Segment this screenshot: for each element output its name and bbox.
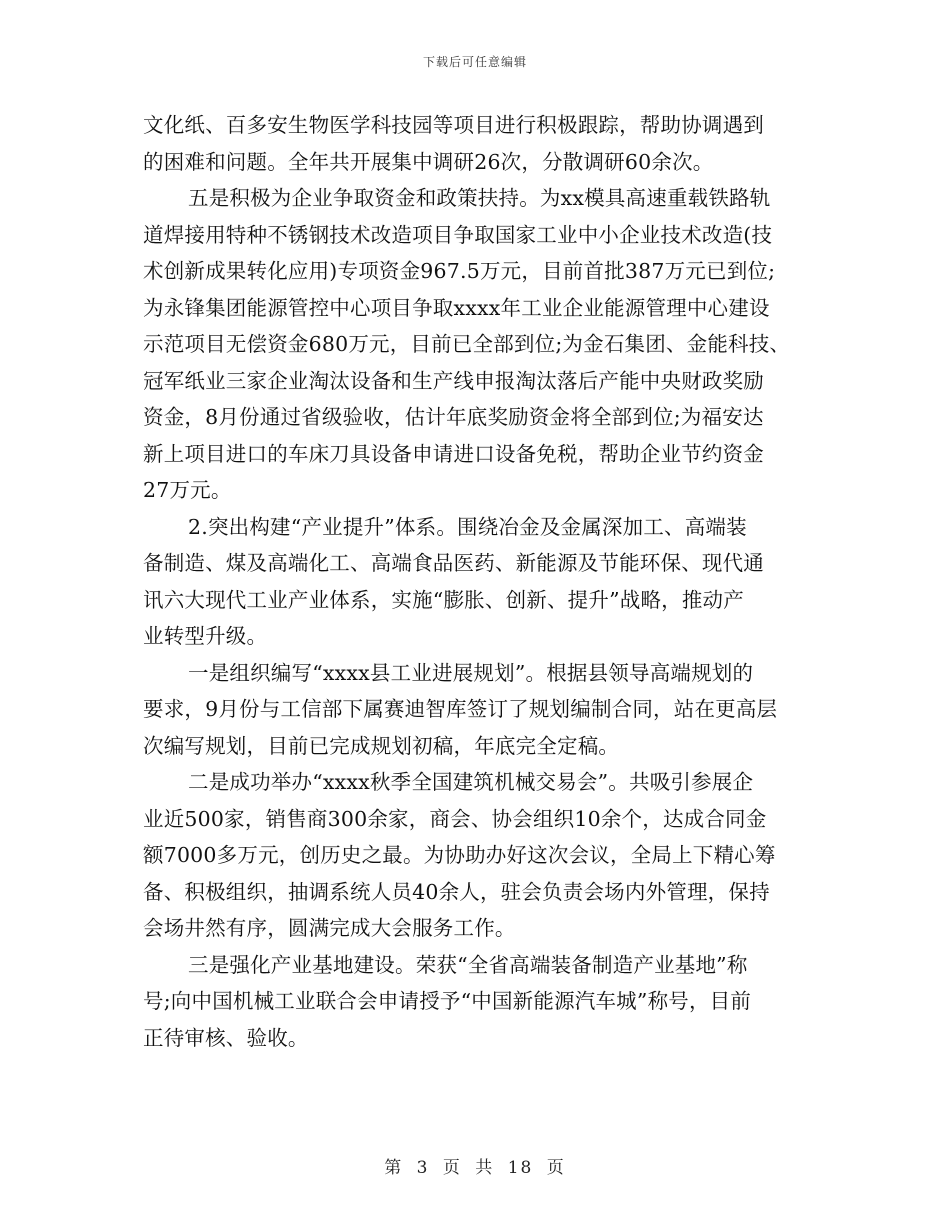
body-line: 备制造、煤及高端化工、高端食品医药、新能源及节能环保、现代通 (143, 551, 764, 575)
body-line: 额7000多万元，创历史之最。为协助办好这次会议，全局上下精心筹 (143, 843, 776, 867)
paragraph-start-line: 一是组织编写“xxxx县工业进展规划”。根据县领导高端规划的 (188, 660, 754, 685)
body-line: 要求，9月份与工信部下属赛迪智库签订了规划编制合同，站在更高层 (143, 697, 778, 721)
body-line: 新上项目进口的车床刀具设备申请进口设备免税，帮助企业节约资金 (143, 441, 764, 466)
paragraph-start-line: 二是成功举办“xxxx秋季全国建筑机械交易会”。共吸引参展企 (188, 770, 754, 794)
body-line: 27万元。 (143, 478, 232, 502)
body-line: 为永锋集团能源管控中心项目争取xxxx年工业企业能源管理中心建设 (143, 295, 770, 320)
body-line: 会场井然有序，圆满完成大会服务工作。 (143, 916, 516, 940)
body-line: 正待审核、验收。 (143, 1025, 309, 1050)
body-line: 次编写规划，目前已完成规划初稿，年底完全定稿。 (143, 733, 620, 758)
section-heading-line: 2.突出构建“产业提升”体系。围绕冶金及金属深加工、高端装 (188, 514, 747, 539)
body-line: 备、积极组织，抽调系统人员40余人，驻会负责会场内外管理，保持 (143, 879, 770, 904)
body-line: 冠军纸业三家企业淘汰设备和生产线申报淘汰落后产能中央财政奖励 (143, 368, 764, 393)
body-line: 文化纸、百多安生物医学科技园等项目进行积极跟踪，帮助协调遇到 (143, 113, 764, 137)
document-body (143, 107, 811, 1056)
body-line: 业近500家，销售商300余家，商会、协会组织10余个，达成合同金 (143, 806, 767, 831)
body-line: 资金，8月份通过省级验收，估计年底奖励资金将全部到位;为福安达 (143, 405, 764, 429)
body-line: 术创新成果转化应用)专项资金967.5万元，目前首批387万元已到位; (143, 259, 776, 283)
body-line: 道焊接用特种不锈钢技术改造项目争取国家工业中小企业技术改造(技 (143, 222, 773, 247)
body-line: 业转型升级。 (143, 624, 268, 648)
body-line: 讯六大现代工业产业体系，实施“膨胀、创新、提升”战略，推动产 (143, 587, 744, 612)
page-header: 下载后可任意编辑 (422, 55, 527, 69)
body-line: 的困难和问题。全年共开展集中调研26次，分散调研60余次。 (143, 149, 714, 174)
paragraph-start-line: 五是积极为企业争取资金和政策扶持。为xx模具高速重载铁路轨 (188, 186, 771, 210)
page-number: 第 3 页 共 18 页 (384, 1158, 566, 1178)
body-line: 号;向中国机械工业联合会申请授予“中国新能源汽车城”称号，目前 (143, 989, 752, 1013)
paragraph-start-line: 三是强化产业基地建设。荣获“全省高端装备制造产业基地”称 (188, 952, 748, 977)
body-line: 示范项目无偿资金680万元，目前已全部到位;为金石集团、金能科技、 (143, 332, 791, 356)
